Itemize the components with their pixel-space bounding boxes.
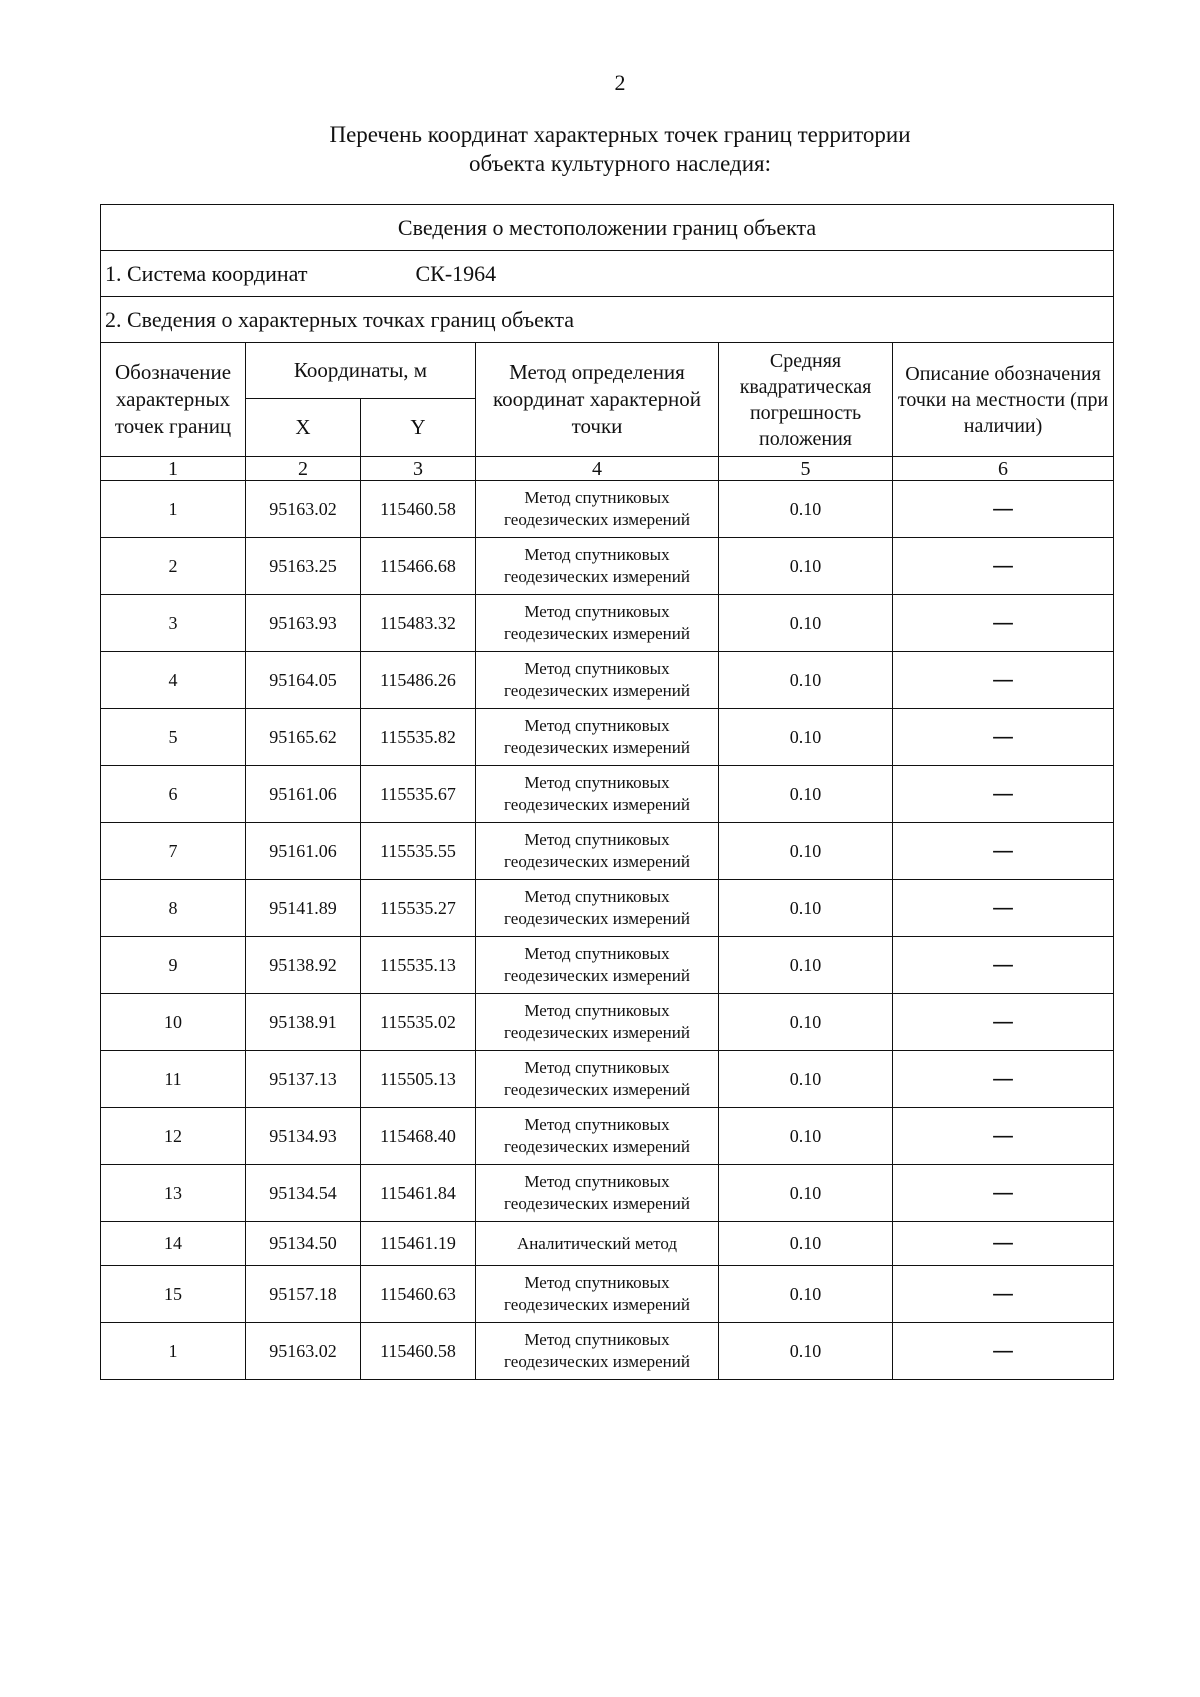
error-value: 0.10 [719, 766, 893, 823]
coord-y: 115535.13 [361, 937, 476, 994]
error-value: 0.10 [719, 1165, 893, 1222]
method: Метод спутниковых геодезических измерений [476, 538, 719, 595]
title-line-1: Перечень координат характерных точек границ территории [329, 122, 911, 147]
coord-x: 95138.91 [246, 994, 361, 1051]
error-value: 0.10 [719, 652, 893, 709]
point-number: 4 [101, 652, 246, 709]
column-number: 3 [361, 457, 476, 481]
coord-x: 95161.06 [246, 766, 361, 823]
table-row [101, 1222, 1114, 1266]
title-line-2: объекта культурного наследия: [468, 151, 772, 176]
point-description: — [893, 994, 1114, 1051]
coord-x: 95165.62 [246, 709, 361, 766]
point-number: 9 [101, 937, 246, 994]
point-number: 11 [101, 1051, 246, 1108]
error-value: 0.10 [719, 1323, 893, 1380]
column-number: 5 [719, 457, 893, 481]
col-header-error: Средняя квадратическая погрешность положения [719, 343, 893, 457]
point-number: 12 [101, 1108, 246, 1165]
coord-system-row [101, 251, 1114, 297]
coord-y: 115535.82 [361, 709, 476, 766]
coord-y: 115461.84 [361, 1165, 476, 1222]
point-number: 2 [101, 538, 246, 595]
error-value: 0.10 [719, 937, 893, 994]
coord-x: 95164.05 [246, 652, 361, 709]
table-row [101, 1323, 1114, 1380]
method: Метод спутниковых геодезических измерений [476, 1266, 719, 1323]
table-row [101, 595, 1114, 652]
coord-y: 115535.67 [361, 766, 476, 823]
point-number: 7 [101, 823, 246, 880]
coord-y: 115460.63 [361, 1266, 476, 1323]
coord-y: 115461.19 [361, 1222, 476, 1266]
method: Метод спутниковых геодезических измерений [476, 823, 719, 880]
error-value: 0.10 [719, 595, 893, 652]
table-row [101, 766, 1114, 823]
column-numbers-row [101, 457, 1114, 481]
coord-x: 95157.18 [246, 1266, 361, 1323]
coord-x: 95134.93 [246, 1108, 361, 1165]
error-value: 0.10 [719, 1108, 893, 1165]
point-number: 10 [101, 994, 246, 1051]
point-number: 1 [101, 481, 246, 538]
coord-system-label: 1. Система координат [105, 260, 308, 286]
table-row [101, 481, 1114, 538]
table-row [101, 1108, 1114, 1165]
error-value: 0.10 [719, 1266, 893, 1323]
coord-x: 95137.13 [246, 1051, 361, 1108]
section-header: Сведения о местоположении границ объекта [101, 205, 1114, 251]
table-row [101, 709, 1114, 766]
coord-x: 95134.50 [246, 1222, 361, 1266]
point-description: — [893, 823, 1114, 880]
col-header-y: Y [361, 399, 476, 457]
method: Метод спутниковых геодезических измерений [476, 481, 719, 538]
method: Метод спутниковых геодезических измерений [476, 709, 719, 766]
table-row [101, 538, 1114, 595]
point-number: 5 [101, 709, 246, 766]
point-description: — [893, 1323, 1114, 1380]
table-row [101, 880, 1114, 937]
coord-y: 115483.32 [361, 595, 476, 652]
coord-x: 95163.02 [246, 481, 361, 538]
error-value: 0.10 [719, 823, 893, 880]
col-header-coordinates: Координаты, м [246, 343, 476, 399]
coord-y: 115535.27 [361, 880, 476, 937]
column-number: 1 [101, 457, 246, 481]
point-number: 8 [101, 880, 246, 937]
point-description: — [893, 1051, 1114, 1108]
table-row [101, 652, 1114, 709]
method: Метод спутниковых геодезических измерений [476, 1323, 719, 1380]
method: Аналитический метод [476, 1222, 719, 1266]
error-value: 0.10 [719, 1051, 893, 1108]
coord-y: 115466.68 [361, 538, 476, 595]
coord-y: 115460.58 [361, 481, 476, 538]
point-number: 15 [101, 1266, 246, 1323]
point-description: — [893, 481, 1114, 538]
point-description: — [893, 766, 1114, 823]
error-value: 0.10 [719, 880, 893, 937]
method: Метод спутниковых геодезических измерений [476, 1108, 719, 1165]
page-number: 2 [614, 70, 626, 95]
point-description: — [893, 937, 1114, 994]
method: Метод спутниковых геодезических измерений [476, 595, 719, 652]
point-description: — [893, 538, 1114, 595]
column-number: 2 [246, 457, 361, 481]
error-value: 0.10 [719, 481, 893, 538]
coord-y: 115460.58 [361, 1323, 476, 1380]
coord-x: 95141.89 [246, 880, 361, 937]
col-header-method: Метод определения координат характерной точки [476, 343, 719, 457]
column-number: 6 [893, 457, 1114, 481]
table-row [101, 1051, 1114, 1108]
coord-x: 95163.25 [246, 538, 361, 595]
document-title [0, 120, 1200, 178]
col-header-designation: Обозначение характерных точек границ [101, 343, 246, 457]
point-description: — [893, 1222, 1114, 1266]
table-row [101, 1165, 1114, 1222]
method: Метод спутниковых геодезических измерений [476, 937, 719, 994]
method: Метод спутниковых геодезических измерений [476, 1165, 719, 1222]
error-value: 0.10 [719, 994, 893, 1051]
coord-x: 95134.54 [246, 1165, 361, 1222]
point-description: — [893, 595, 1114, 652]
coordinates-table [100, 204, 1114, 1380]
point-description: — [893, 709, 1114, 766]
table-row [101, 937, 1114, 994]
coord-x: 95161.06 [246, 823, 361, 880]
table-row [101, 823, 1114, 880]
col-header-description: Описание обозначения точки на местности (при наличии) [893, 343, 1114, 457]
method: Метод спутниковых геодезических измерений [476, 994, 719, 1051]
method: Метод спутниковых геодезических измерений [476, 766, 719, 823]
error-value: 0.10 [719, 538, 893, 595]
column-number: 4 [476, 457, 719, 481]
point-description: — [893, 1266, 1114, 1323]
coord-x: 95163.93 [246, 595, 361, 652]
point-description: — [893, 880, 1114, 937]
error-value: 0.10 [719, 1222, 893, 1266]
point-number: 13 [101, 1165, 246, 1222]
coord-y: 115468.40 [361, 1108, 476, 1165]
points-header: 2. Сведения о характерных точках границ объекта [101, 297, 1114, 343]
table-row [101, 1266, 1114, 1323]
method: Метод спутниковых геодезических измерений [476, 1051, 719, 1108]
point-description: — [893, 1108, 1114, 1165]
coord-y: 115486.26 [361, 652, 476, 709]
coord-system-value: СК-1964 [415, 260, 497, 286]
point-number: 1 [101, 1323, 246, 1380]
method: Метод спутниковых геодезических измерений [476, 652, 719, 709]
table-row [101, 994, 1114, 1051]
coord-y: 115535.55 [361, 823, 476, 880]
point-description: — [893, 652, 1114, 709]
error-value: 0.10 [719, 709, 893, 766]
coord-y: 115535.02 [361, 994, 476, 1051]
point-number: 14 [101, 1222, 246, 1266]
point-description: — [893, 1165, 1114, 1222]
col-header-x: X [246, 399, 361, 457]
method: Метод спутниковых геодезических измерений [476, 880, 719, 937]
coord-x: 95163.02 [246, 1323, 361, 1380]
point-number: 3 [101, 595, 246, 652]
coord-x: 95138.92 [246, 937, 361, 994]
point-number: 6 [101, 766, 246, 823]
coord-y: 115505.13 [361, 1051, 476, 1108]
